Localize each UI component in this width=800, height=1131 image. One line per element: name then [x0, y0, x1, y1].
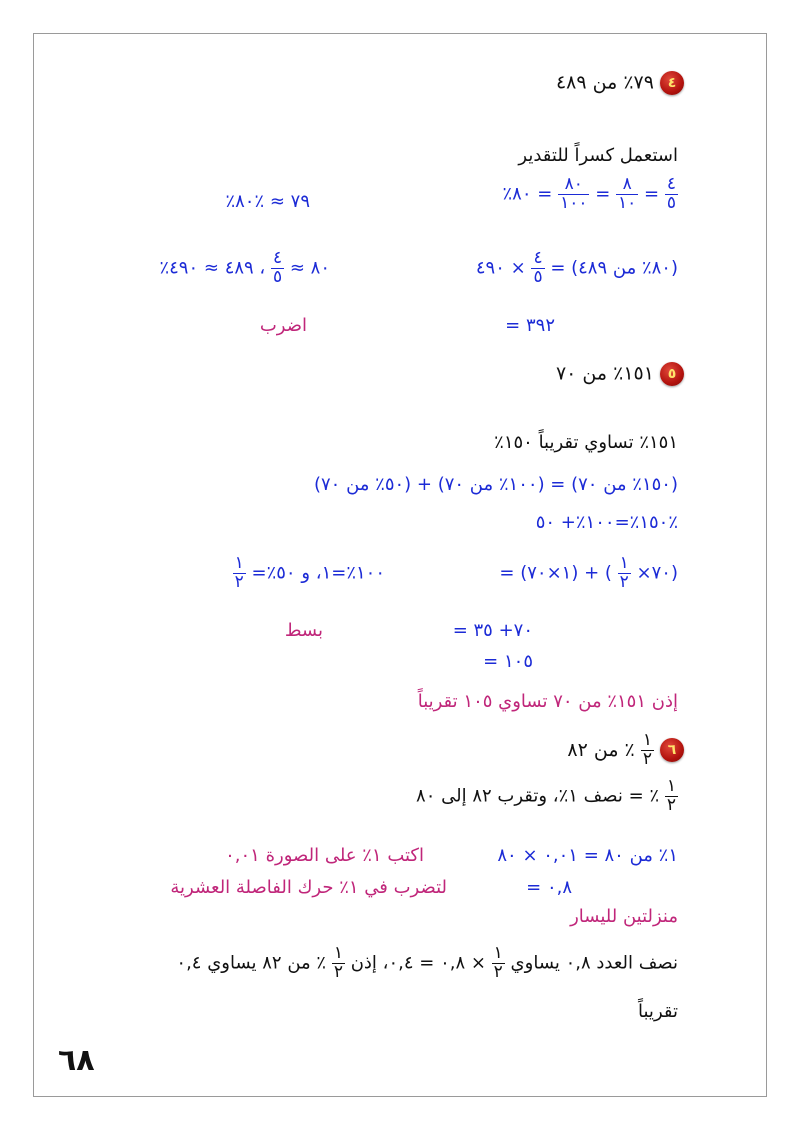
q5-number-badge: ٥ [660, 362, 684, 386]
q6-heading [567, 732, 684, 769]
q4-approx2-fraction [271, 250, 284, 287]
fraction-numerator: ٨ [622, 174, 632, 194]
fraction-denominator: ٢ [619, 571, 629, 592]
q5-line4-left: = (١×٧٠) + ( [499, 562, 612, 584]
q6-note-move: لتضرب في ١٪ حرك الفاصلة العشرية [170, 877, 447, 898]
q4-approx-2 [159, 250, 330, 287]
fraction-denominator: ١٠ [618, 192, 637, 213]
q5-title: ١٥١٪ من ٧٠ [555, 362, 654, 385]
fraction-numerator: ١ [666, 776, 676, 796]
fraction-numerator: ٨٠ [564, 174, 583, 194]
fraction-numerator: ١ [333, 943, 343, 963]
q5-line4-note-fraction [233, 555, 246, 592]
q5-conclusion: إذن ١٥١٪ من ٧٠ تساوي ١٠٥ تقريباً [417, 691, 678, 712]
fraction-denominator: ٥ [533, 266, 543, 287]
q6-note-move-2: منزلتين لليسار [570, 906, 678, 927]
q4-eq1-equals: = [595, 183, 611, 205]
q5-line-4-note [233, 555, 385, 592]
q4-approx-1: ٪٧٩ ≈ ٪٨٠ [225, 191, 310, 212]
q6-note-write: اكتب ١٪ على الصورة ٠,٠١ [225, 845, 424, 866]
q5-line4-right: ×٧٠) [636, 562, 678, 584]
q5-note-simplify: بسط [284, 620, 323, 641]
fraction-denominator: ٢ [642, 748, 652, 769]
q4-instruction: استعمل كسراً للتقدير [518, 145, 678, 166]
fraction-numerator: ٤ [272, 248, 283, 268]
fraction-numerator: ٤ [666, 174, 676, 194]
q5-line-6: = ١٠٥ [483, 651, 533, 672]
fraction-denominator: ١٠٠ [560, 192, 588, 213]
q6-final-continued: تقريباً [638, 1001, 678, 1022]
q4-number-badge: ٤ [660, 71, 684, 95]
q5-heading [556, 362, 684, 386]
q6-line1-fraction [665, 778, 678, 815]
q4-heading [556, 71, 684, 95]
q6-final-part-c: ٪ من ٨٢ يساوي ٠,٤ [176, 952, 327, 974]
q6-line-2: ١٪ من ٨٠ = ٠,٠١ × ٨٠ [497, 845, 678, 866]
q4-eq2-fraction [531, 250, 544, 287]
q6-title-fraction [641, 732, 654, 769]
fraction-numerator: ١ [619, 553, 629, 573]
q5-line-1: ١٥١٪ تساوي تقريباً ١٥٠٪ [494, 432, 678, 453]
q5-line-2: (١٥٠٪ من ٧٠) = (١٠٠٪ من ٧٠) + (٥٠٪ من ٧٠) [313, 474, 678, 495]
q6-final-part-a: نصف العدد ٠,٨ يساوي [510, 952, 678, 974]
q6-final-fraction-1 [492, 945, 505, 982]
fraction-denominator: ٢ [333, 961, 343, 982]
q6-final-part-b: × ٠,٨ = ٠,٤، إذن [350, 952, 486, 974]
q4-eq1-equals-2: = [644, 183, 660, 205]
fraction-numerator: ١ [234, 553, 244, 573]
fraction-numerator: ١ [642, 730, 652, 750]
page-number: ٦٨ [58, 1043, 95, 1078]
q5-line4-fraction [618, 555, 631, 592]
q6-line1-text: ٪ = نصف ١٪، وتقرب ٨٢ إلى ٨٠ [416, 785, 660, 807]
fraction-denominator: ٢ [234, 571, 244, 592]
q4-equation-1 [503, 176, 679, 213]
q4-approx2-right: ، ٤٨٩ ≈ ٤٩٠ [169, 257, 266, 279]
q4-title: ٧٩٪ من ٤٨٩ [555, 71, 654, 94]
q4-approx2-left: ٪٨٠ ≈ [159, 257, 330, 279]
q4-eq1-prefix: ٪٨٠ = [502, 183, 553, 205]
q5-line-5: = ٧٠+ ٣٥ [452, 620, 533, 641]
fraction-denominator: ٥ [666, 192, 676, 213]
q5-line-4 [499, 555, 678, 592]
q6-number-badge: ٦ [660, 738, 684, 762]
q4-eq1-fraction-2 [616, 176, 638, 213]
q6-final [176, 945, 678, 982]
q4-note-multiply: اضرب [259, 315, 307, 336]
q4-eq2-left: (٨٠٪ من ٤٨٩) = [550, 257, 678, 279]
fraction-denominator: ٢ [666, 794, 676, 815]
fraction-denominator: ٢ [493, 961, 503, 982]
q6-title: ٪ من ٨٢ [567, 738, 635, 761]
q6-line-3: = ٠,٨ [526, 877, 572, 898]
fraction-numerator: ١ [493, 943, 503, 963]
q4-equation-3: = ٣٩٢ [505, 315, 555, 336]
q5-line4-note-left: ١٠٠٪=١، و ٥٠٪= [251, 562, 385, 584]
q4-equation-2 [476, 250, 678, 287]
q4-eq1-fraction-3 [665, 176, 678, 213]
fraction-numerator: ٤ [533, 248, 543, 268]
q6-line-1 [416, 778, 678, 815]
fraction-denominator: ٥ [272, 266, 283, 287]
q4-eq1-fraction-1 [558, 176, 589, 213]
q5-line-3: ١٥٠٪=١٠٠٪+ ٥٠٪ [535, 512, 678, 533]
q6-final-fraction-2 [332, 945, 345, 982]
q4-eq2-right: × ٤٩٠ [475, 257, 526, 279]
